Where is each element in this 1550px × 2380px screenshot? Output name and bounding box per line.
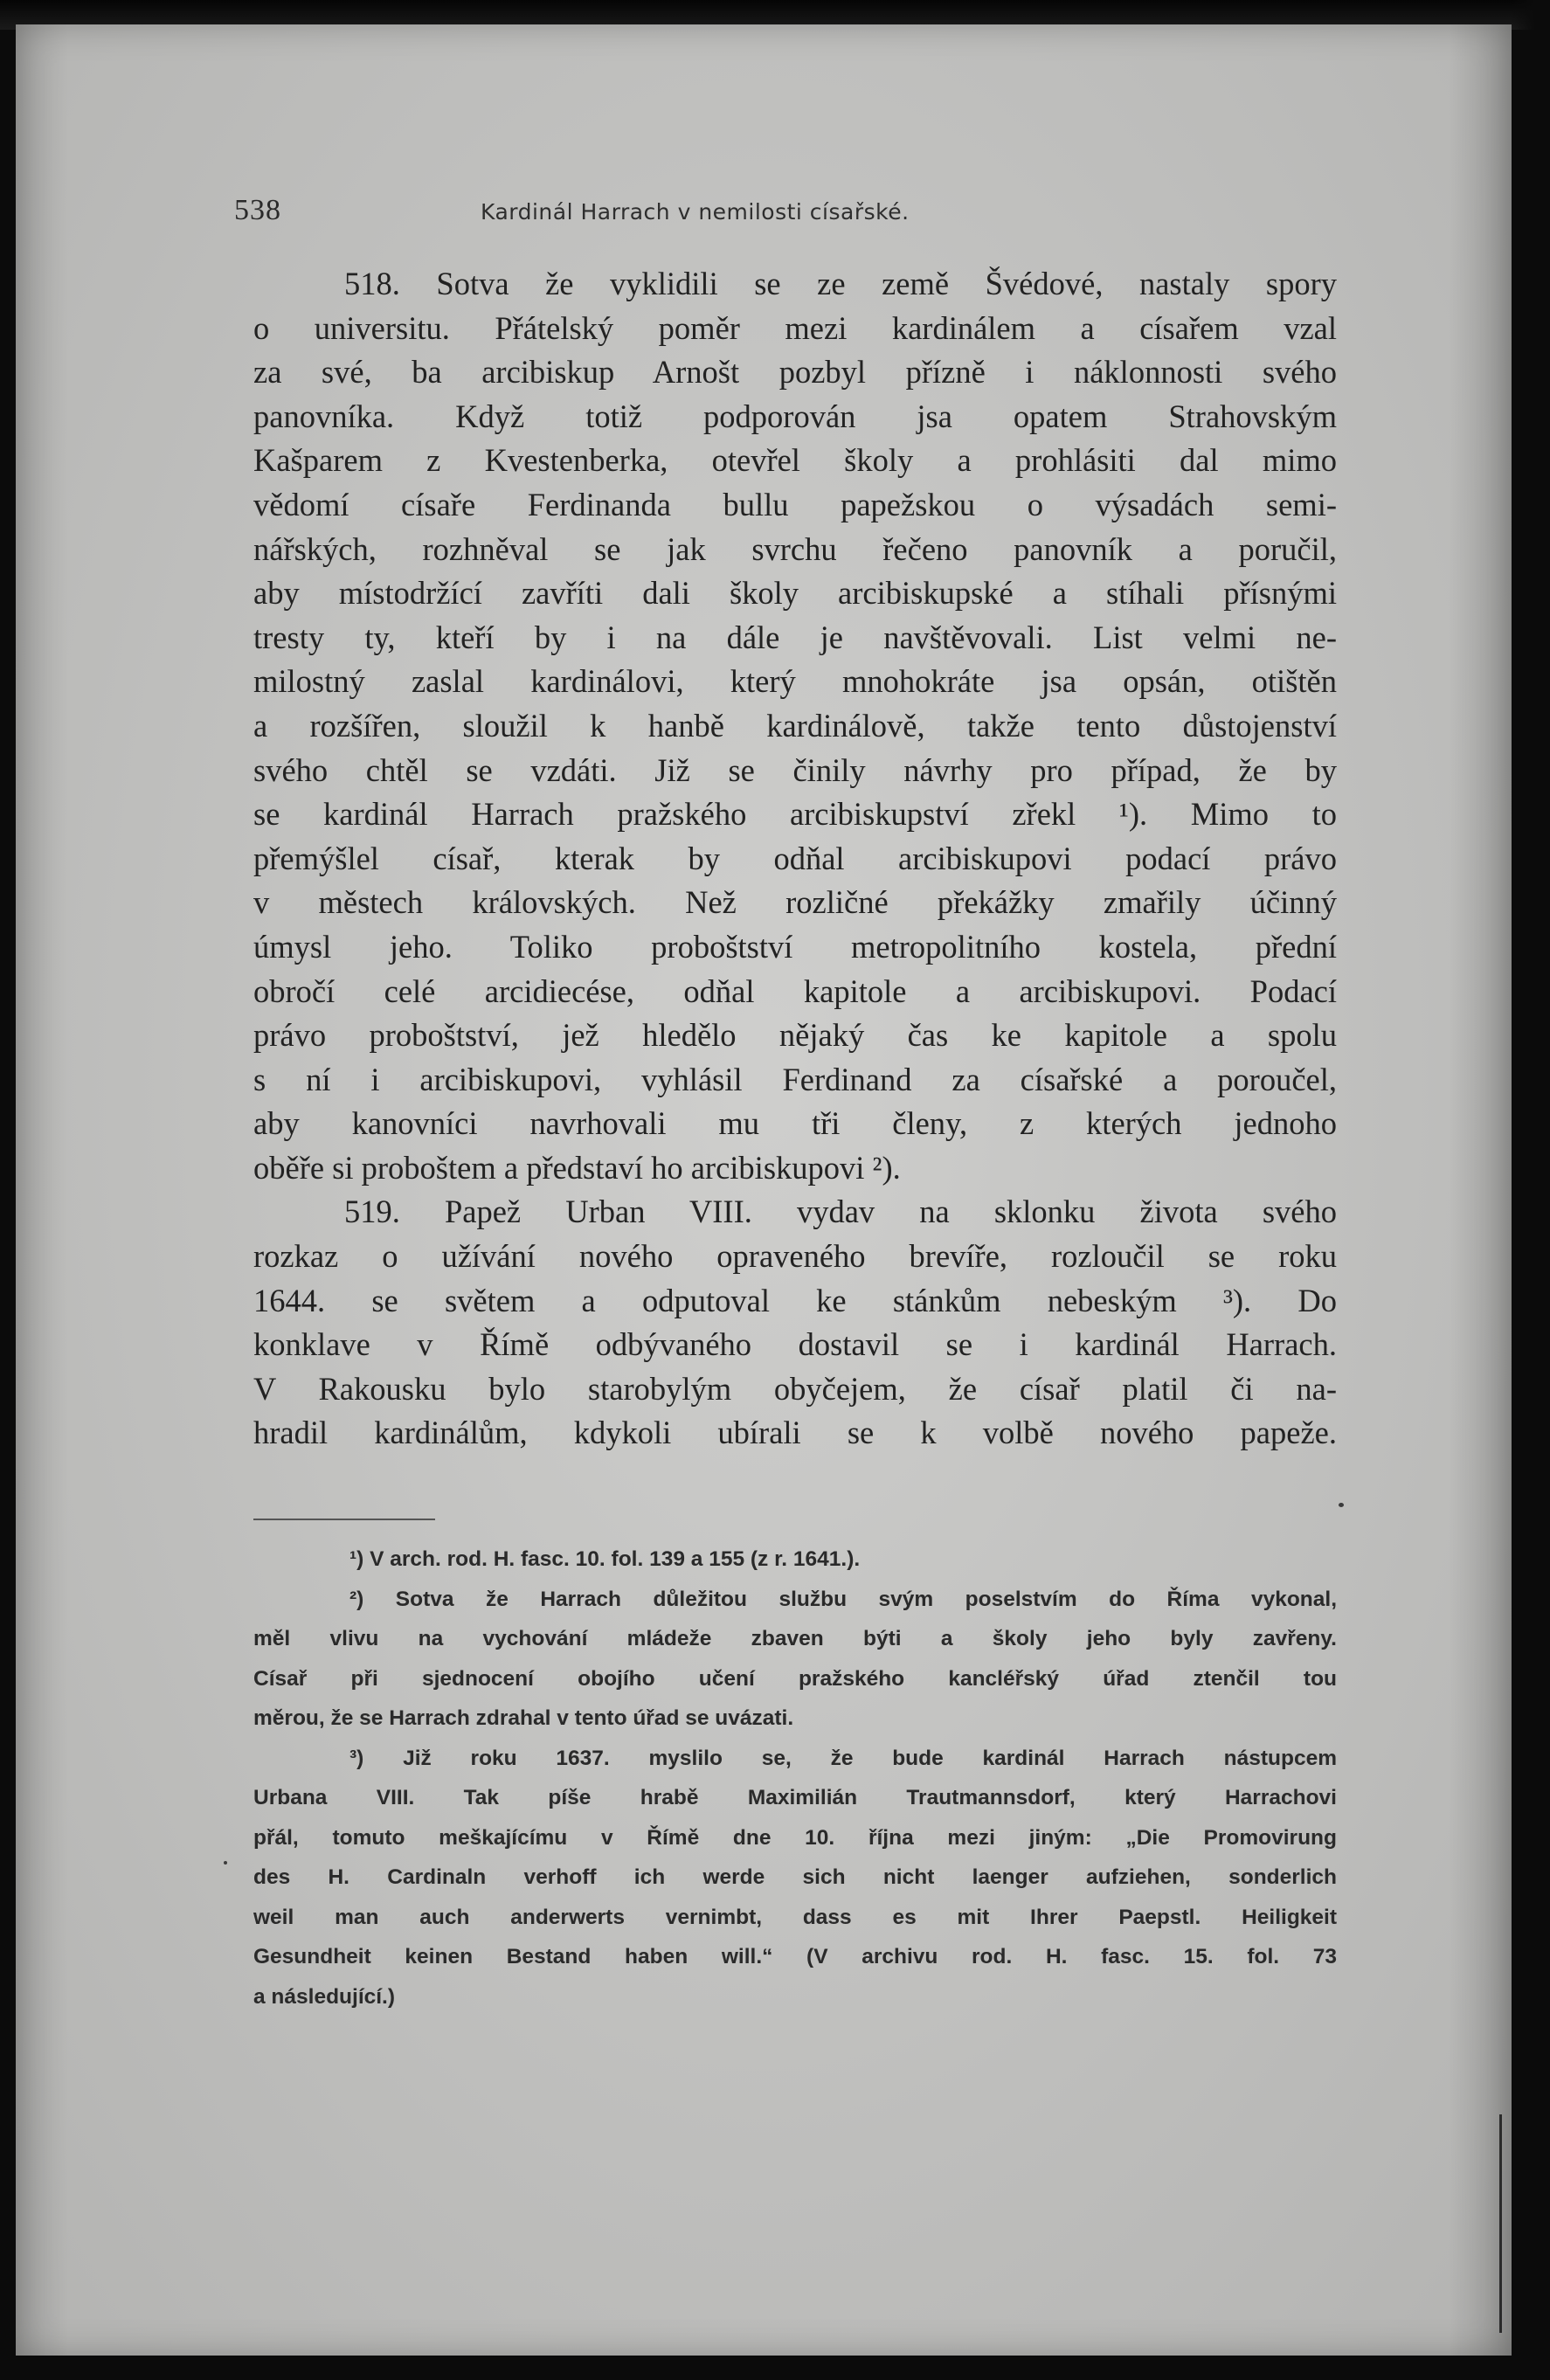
paragraph-518-line: 518. Sotva že vyklidili se ze země Švédové, nastaly spory bbox=[344, 266, 1337, 301]
body-line: 1644. se světem a odputoval ke stánkům nebeským ³). Do bbox=[253, 1282, 1337, 1318]
body-line: a rozšířen, sloužil k hanbě kardinálově, takže tento důstojenství bbox=[253, 707, 1337, 744]
body-line: přemýšlel císař, kterak by odňal arcibiskupovi podací právo bbox=[253, 840, 1337, 876]
body-line: svého chtěl se vzdáti. Již se činily návrhy pro případ, že by bbox=[253, 751, 1337, 788]
body-line: tresty ty, kteří by i na dále je navštěvovali. List velmi ne- bbox=[253, 619, 1337, 655]
footnote-line: weil man auch anderwerts vernimbt, dass es mit Ihrer Paepstl. Heiligkeit bbox=[253, 1905, 1337, 1929]
scan-edge-mark bbox=[1499, 2114, 1502, 2333]
film-edge-right bbox=[1512, 0, 1550, 2380]
footnote-3: ³) Již roku 1637. myslilo se, že bude kardinál Harrach nástupcem bbox=[349, 1746, 1337, 1770]
body-line: v městech královských. Než rozličné překážky zmařily účinný bbox=[253, 884, 1337, 921]
body-line: rozkaz o užívání nového opraveného brevíře, rozloučil se roku bbox=[253, 1238, 1337, 1275]
running-head: Kardinál Harrach v nemilosti císařské. bbox=[481, 199, 910, 225]
body-line: hradil kardinálům, kdykoli ubírali se k volbě nového papeže. bbox=[253, 1415, 1337, 1451]
footnote-1: ¹) V arch. rod. H. fasc. 10. fol. 139 a 155 (z r. 1641.). bbox=[349, 1547, 861, 1571]
footnote-line: měl vlivu na vychování mládeže zbaven býti a školy jeho byly zavřeny. bbox=[253, 1627, 1337, 1650]
body-line: s ní i arcibiskupovi, vyhlásil Ferdinand za císařské a poroučel, bbox=[253, 1061, 1337, 1097]
body-line: nářských, rozhněval se jak svrchu řečeno panovník a poručil, bbox=[253, 530, 1337, 567]
body-line: se kardinál Harrach pražského arcibiskupství zřekl ¹). Mimo to bbox=[253, 796, 1337, 833]
body-line: aby kanovníci navrhovali mu tři členy, z kterých jednoho bbox=[253, 1105, 1337, 1142]
page-number: 538 bbox=[234, 194, 281, 226]
footnote-divider bbox=[253, 1519, 435, 1520]
body-line: právo proboštství, jež hledělo nějaký čas ke kapitole a spolu bbox=[253, 1017, 1337, 1054]
footnotes bbox=[253, 1539, 1337, 2017]
body-line: aby místodržící zavříti dali školy arcibiskupské a stíhali přísnými bbox=[253, 575, 1337, 612]
body-line: konklave v Římě odbývaného dostavil se i kardinál Harrach. bbox=[253, 1326, 1337, 1363]
body-line: úmysl jeho. Toliko proboštství metropolitního kostela, přední bbox=[253, 928, 1337, 965]
footnote-line: měrou, že se Harrach zdrahal v tento úřad se uvázati. bbox=[253, 1706, 794, 1730]
body-line: Kašparem z Kvestenberka, otevřel školy a prohlásiti dal mimo bbox=[253, 442, 1337, 479]
scan-speck bbox=[224, 1861, 227, 1865]
body-line: o universitu. Přátelský poměr mezi kardinálem a císařem vzal bbox=[253, 309, 1337, 346]
footnote-line: Urbana VIII. Tak píše hrabě Maximilián Trautmannsdorf, který Harrachovi bbox=[253, 1786, 1337, 1809]
body-line: oběře si proboštem a představí ho arcibiskupovi ²). bbox=[253, 1149, 901, 1186]
body-line: za své, ba arcibiskup Arnošt pozbyl přízně i náklonnosti svého bbox=[253, 354, 1337, 391]
paragraph-519-line: 519. Papež Urban VIII. vydav na sklonku života svého bbox=[344, 1193, 1337, 1230]
footnote-line: Gesundheit keinen Bestand haben will.“ (V archivu rod. H. fasc. 15. fol. 73 bbox=[253, 1945, 1337, 1968]
scan-speck bbox=[1339, 1503, 1344, 1507]
body-line: milostný zaslal kardinálovi, který mnohokráte jsa opsán, otištěn bbox=[253, 663, 1337, 700]
page-header bbox=[234, 194, 1353, 229]
footnote-line: a následující.) bbox=[253, 1984, 396, 2009]
body-line: obročí celé arcidiecése, odňal kapitole a arcibiskupovi. Podací bbox=[253, 972, 1337, 1009]
body-line: vědomí císaře Ferdinanda bullu papežskou o výsadách semi- bbox=[253, 486, 1337, 522]
footnote-2: ²) Sotva že Harrach důležitou službu svým poselstvím do Říma vykonal, bbox=[349, 1587, 1337, 1611]
body-line: V Rakousku bylo starobylým obyčejem, že císař platil či na- bbox=[253, 1370, 1337, 1407]
footnote-line: des H. Cardinaln verhoff ich werde sich nicht laenger aufziehen, sonderlich bbox=[253, 1865, 1337, 1889]
footnote-line: přál, tomuto meškajícímu v Římě dne 10. října mezi jiným: „Die Promovirung bbox=[253, 1825, 1337, 1850]
body-line: panovníka. Když totiž podporován jsa opatem Strahovským bbox=[253, 398, 1337, 434]
body-text bbox=[253, 262, 1337, 1456]
footnote-line: Císař při sjednocení obojího učení pražského kancléřský úřad ztenčil tou bbox=[253, 1666, 1337, 1691]
